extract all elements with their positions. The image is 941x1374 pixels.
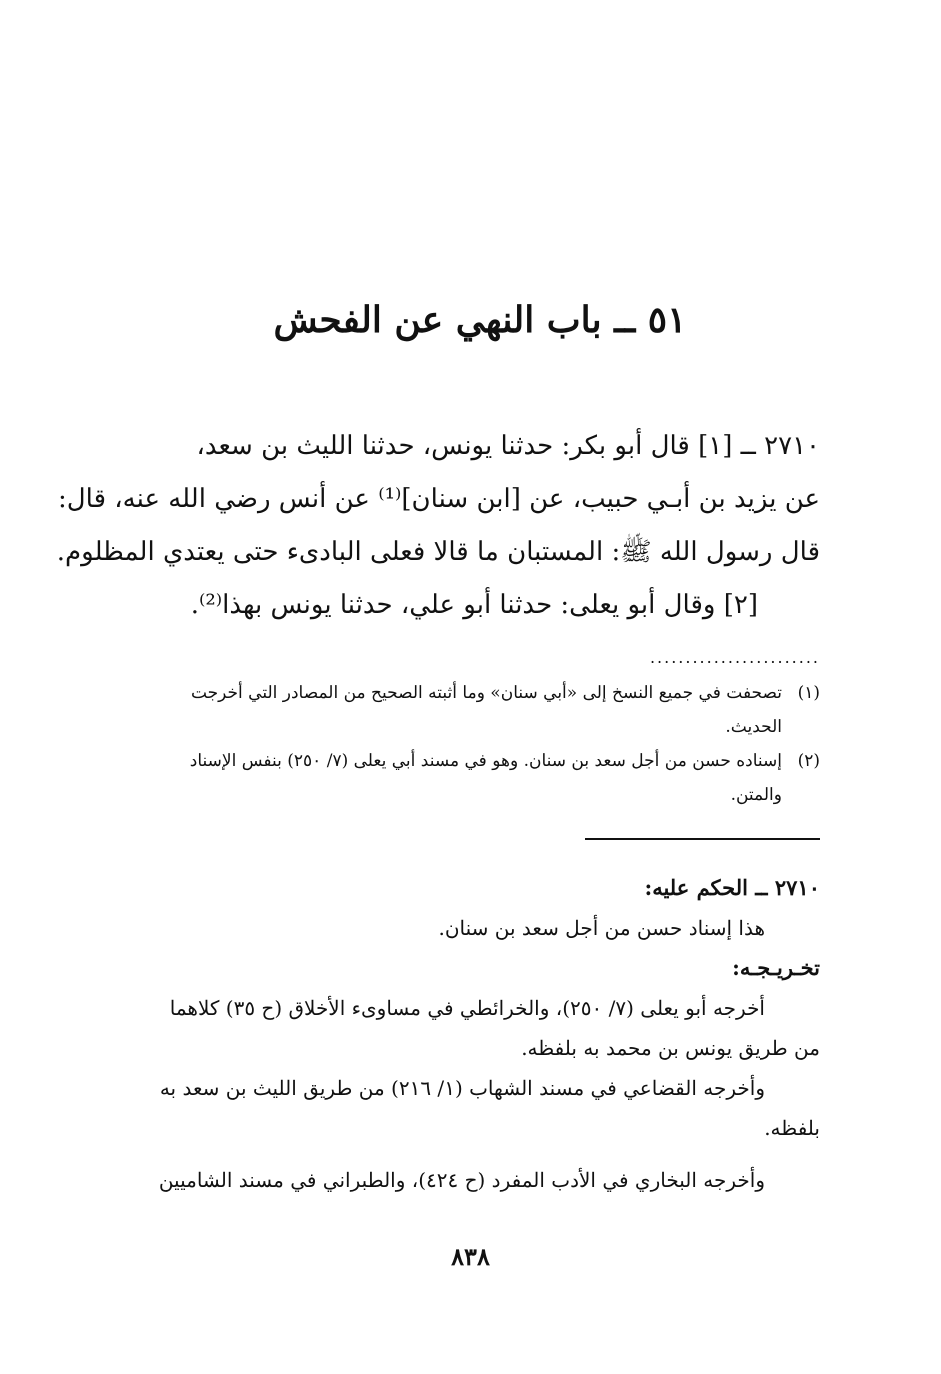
paragraph-gap [90, 1148, 820, 1160]
footnote-text-continued: والمتن. [730, 785, 782, 805]
footnote-2 [90, 744, 820, 812]
takhrij-p2-line-2: بلفظه. [764, 1116, 820, 1140]
hadith-line-3: قال رسول الله ﷺ: المستبان ما قالا فعلى البادىء حتى يعتدي المظلوم. [56, 537, 820, 567]
takhrij-p2-line-1: وأخرجه القضاعي في مسند الشهاب (١/ ٢١٦) من طريق الليث بن سعد به [159, 1076, 765, 1100]
chapter-title: ٥١ ــ باب النهي عن الفحش [273, 299, 687, 341]
footnote-separator: ........................ [649, 648, 820, 667]
footnote-number: (٢) [797, 751, 820, 771]
ruling-heading: ٢٧١٠ ــ الحكم عليه: [644, 875, 820, 900]
takhrij-p1-line-1: أخرجه أبو يعلى (٧/ ٢٥٠)، والخرائطي في مساوىء الأخلاق (ح ٣٥) كلاهما [169, 996, 765, 1020]
commentary-divider [585, 838, 820, 840]
footnote-text: تصحفت في جميع النسخ إلى «أبي سنان» وما أثبته الصحيح من المصادر التي أخرجت [190, 683, 782, 703]
footnote-text-continued: الحديث. [725, 717, 782, 737]
hadith-line-4: [٢] وقال أبو يعلى: حدثنا أبو علي، حدثنا يونس بهذا⁽²⁾. [190, 590, 758, 620]
footnote-text: إسناده حسن من أجل سعد بن سنان. وهو في مسند أبي يعلى (٧/ ٢٥٠) بنفس الإسناد [189, 751, 782, 771]
takhrij-p1-line-2: من طريق يونس بن محمد به بلفظه. [521, 1036, 820, 1060]
ruling-text: هذا إسناد حسن من أجل سعد بن سنان. [438, 916, 765, 940]
takhrij-heading: تخـريـجـه: [732, 955, 820, 980]
hadith-text [56, 420, 820, 632]
footnote-number: (١) [797, 683, 820, 703]
takhrij-p3-line-1: وأخرجه البخاري في الأدب المفرد (ح ٤٢٤)، والطبراني في مسند الشاميين [158, 1168, 765, 1192]
footnote-1 [90, 676, 820, 744]
hadith-line-1: ٢٧١٠ ــ [١] قال أبو بكر: حدثنا يونس، حدثنا الليث بن سعد، [196, 431, 820, 461]
footnotes [90, 676, 820, 812]
hadith-line-2: عن يزيد بن أبـي حبيب، عن [ابن سنان]⁽¹⁾ عن أنس رضي الله عنه، قال: [58, 484, 820, 514]
page-number: ٨٣٨ [451, 1242, 490, 1271]
commentary-section [90, 868, 820, 1200]
